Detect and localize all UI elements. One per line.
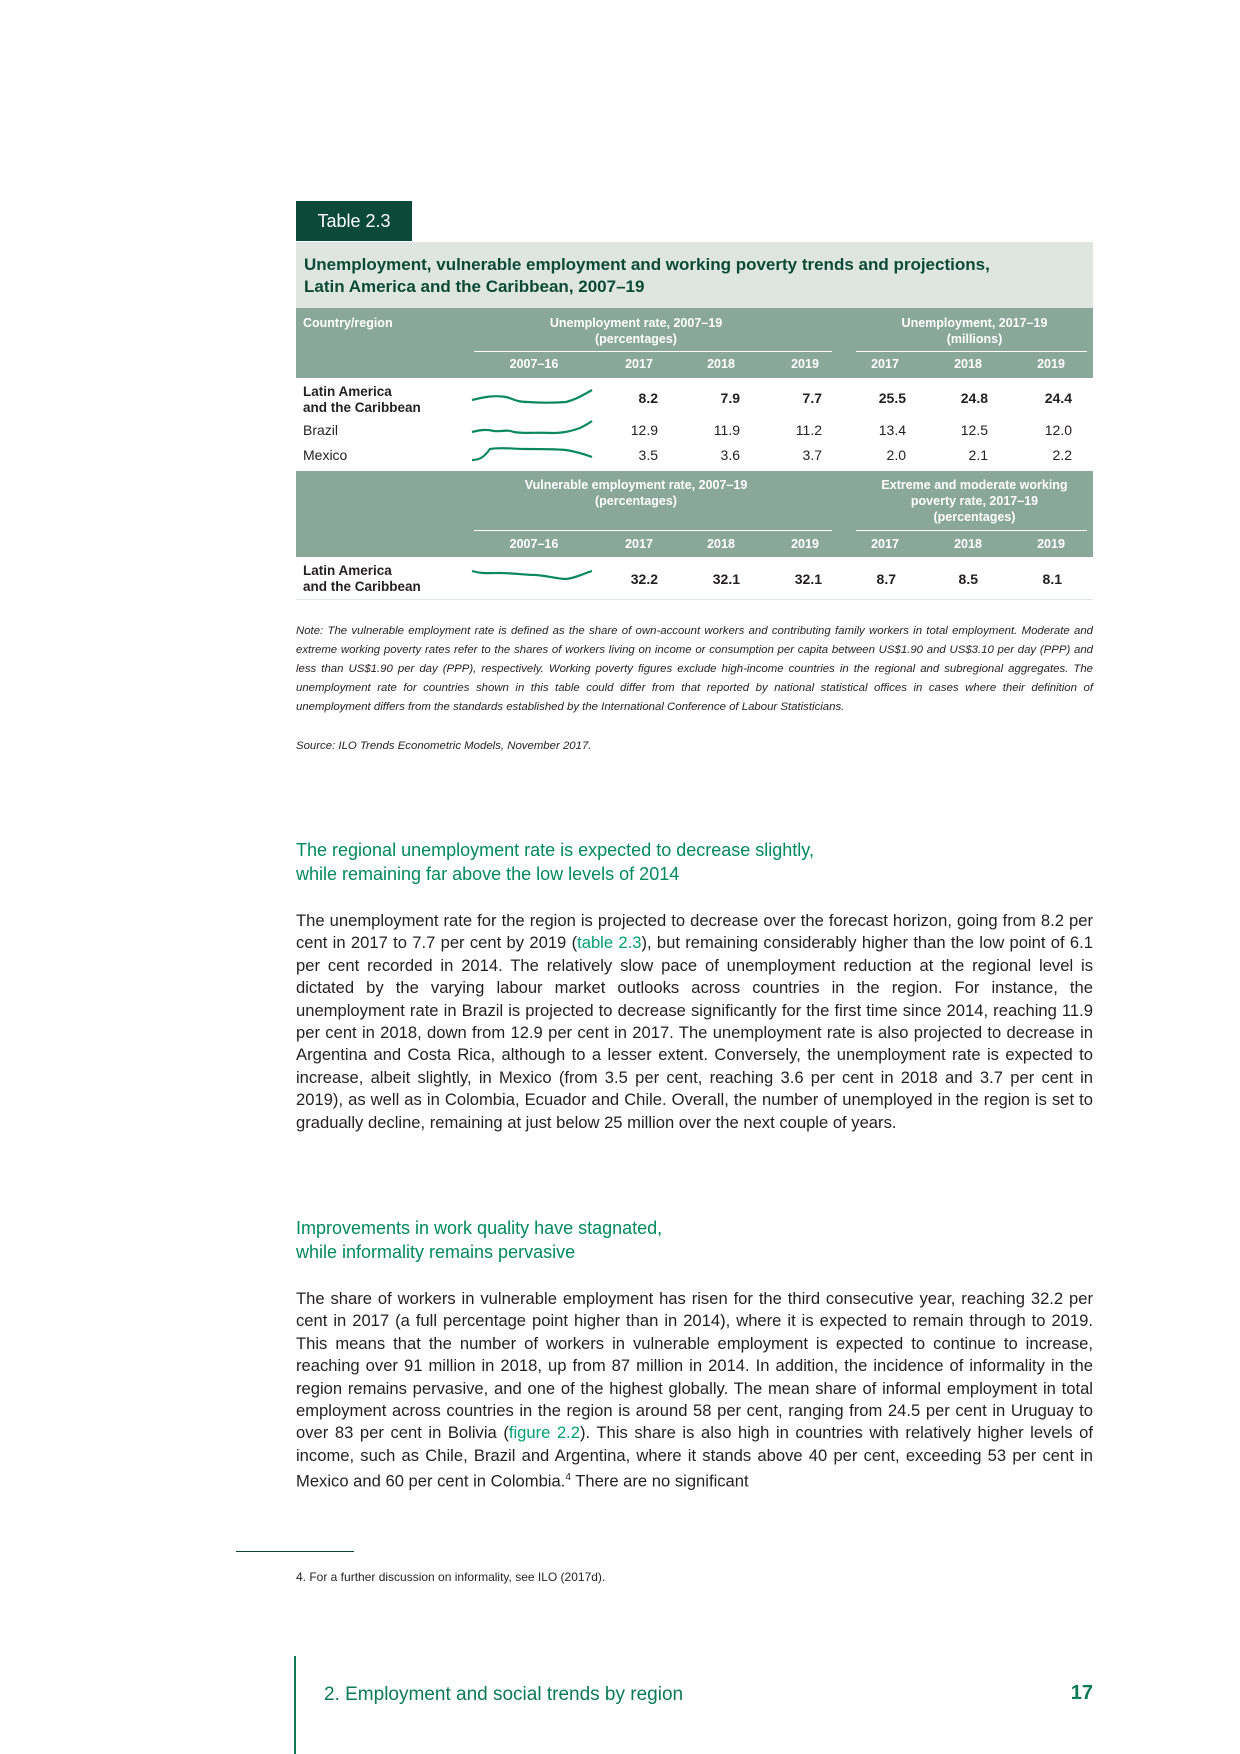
paragraph-text: There are no significant [570, 1471, 749, 1491]
table-note: Note: The vulnerable employment rate is defined as the share of own-account workers and contributing family workers in total employment. Moderate and extreme working poverty rates refer to the shares of workers living on income or consumption per capita between US$1.90 and US$3.10 per day (PPP) and less than US$1.90 per day (PPP), respectively. Working poverty figures exclude high-income countries in the regional and subregional aggregates. The unemployment rate for countries shown in this table could differ from that reported by national statistical offices in cases where their definition of unemployment differs from the standards established by the International Conference of Labour Statisticians. [296, 625, 1093, 713]
cell-value: 8.5 [958, 571, 978, 587]
table-row [296, 443, 1093, 471]
table-tag: Table 2.3 [296, 201, 412, 241]
year-col-1: 2007–16 [509, 537, 559, 551]
paragraph-text: The share of workers in vulnerable employment has risen for the third consecutive year, reaching 32.2 per cent in 2017 (a full percentage point higher than in 2014), where it is expected to remain through to 2019. This means that the number of workers in vulnerable employment is expected to continue to increase, reaching over 91 million in 2018, up from 87 million in 2014. In addition, the incidence of informality in the region remains pervasive, and one of the highest globally. The mean share of informal employment in total employment across countries in the region is around 58 per cent, ranging from 24.5 per cent in Uruguay to over 83 per cent in Bolivia ( [296, 1289, 1093, 1443]
cell-value: 3.6 [720, 447, 740, 463]
row-label [303, 563, 421, 595]
year-col-2: 2017 [625, 537, 653, 551]
cell-value: 12.5 [960, 422, 988, 438]
row-label-line1: Latin America [303, 563, 392, 578]
cell-value: 7.9 [720, 390, 740, 406]
table-title [296, 242, 1093, 308]
table-row [296, 418, 1093, 443]
row-label-line2: and the Caribbean [303, 400, 421, 415]
cell-value: 12.0 [1044, 422, 1072, 438]
group4-line1: Extreme and moderate working [881, 478, 1068, 492]
row-label-line2: and the Caribbean [303, 579, 421, 594]
table-source: Source: ILO Trends Econometric Models, November 2017. [296, 740, 592, 752]
cell-value: 2.1 [968, 447, 988, 463]
year-col-5: 2017 [871, 537, 899, 551]
cell-value: 12.9 [630, 422, 658, 438]
paragraph-2 [296, 1288, 1093, 1493]
year-col-2: 2017 [625, 357, 653, 371]
table-title-line1: Unemployment, vulnerable employment and working poverty trends and projections, [304, 255, 990, 274]
paragraph-text: ), but remaining considerably higher than the low point of 6.1 per cent recorded in 2014. The relatively slow pace of unemployment reduction at the regional level is dictated by the varying labour market outlooks across countries in the region. For instance, the unemployment rate in Brazil is projected to decrease significantly for the first time since 2014, reaching 11.9 per cent in 2018, down from 12.9 per cent in 2017. The unemployment rate is also projected to decrease in Argentina and Costa Rica, although to a lesser extent. Conversely, the unemployment rate is expected to increase, albeit slightly, in Mexico (from 3.5 per cent, reaching 3.6 per cent in 2018 and 3.7 per cent in 2019), as well as in Colombia, Ecuador and Chile. Overall, the number of unemployed in the region is set to gradually decline, remaining at just below 25 million over the next couple of years. [296, 933, 1093, 1132]
cell-value: 25.5 [878, 390, 906, 406]
page-number: 17 [1070, 1682, 1093, 1704]
group-header-unemployment-rate [476, 315, 796, 347]
group-header-poverty [856, 477, 1093, 525]
cell-value: 24.4 [1044, 390, 1072, 406]
cell-value: 11.9 [713, 422, 740, 438]
cell-value: 8.1 [1042, 571, 1062, 587]
header-rule-right [856, 351, 1087, 352]
cell-value: 2.2 [1052, 447, 1072, 463]
cell-value: 13.4 [878, 422, 906, 438]
year-col-7: 2019 [1037, 357, 1065, 371]
footnote-divider [236, 1551, 354, 1552]
header-rule-left [474, 351, 832, 352]
cell-value: 3.5 [638, 447, 658, 463]
table-header-top [296, 308, 1093, 378]
group4-line2: poverty rate, 2017–19 [910, 494, 1039, 508]
paragraph-text: The unemployment rate for the region is projected to decrease over the forecast horizon, going from 8.2 per cent in 2017 to 7.7 per cent by 2019 ( [296, 911, 1093, 953]
group4-line3: (percentages) [933, 510, 1016, 524]
group3-line2: (percentages) [595, 494, 677, 508]
heading-line2: while informality remains pervasive [296, 1242, 576, 1262]
sparkline-vulnerable-lac [470, 563, 594, 587]
sparkline-unemployment-mexico [470, 443, 594, 465]
group1-line1: Unemployment rate, 2007–19 [549, 316, 723, 330]
figure-link[interactable]: figure 2.2 [508, 1423, 581, 1443]
header-rule-right [856, 530, 1087, 531]
group3-line1: Vulnerable employment rate, 2007–19 [524, 478, 748, 492]
row-label: Mexico [303, 447, 348, 463]
footer-bar [294, 1656, 296, 1754]
section-heading-1 [296, 838, 1093, 886]
year-col-1: 2007–16 [509, 357, 559, 371]
year-col-3: 2018 [707, 357, 735, 371]
cell-value: 8.7 [876, 571, 896, 587]
header-rule-left [474, 530, 832, 531]
heading-line2: while remaining far above the low levels of 2014 [296, 864, 680, 884]
footnote: 4. For a further discussion on informality, see ILO (2017d). [296, 1570, 606, 1584]
table-title-line2: Latin America and the Caribbean, 2007–19 [304, 277, 645, 296]
cell-value: 7.7 [802, 390, 822, 406]
year-col-3: 2018 [707, 537, 735, 551]
cell-value: 32.2 [630, 571, 658, 587]
heading-line1: Improvements in work quality have stagnated, [296, 1218, 663, 1238]
data-table [296, 242, 1093, 600]
cell-value: 11.2 [795, 422, 822, 438]
cell-value: 3.7 [802, 447, 822, 463]
year-col-4: 2019 [791, 537, 819, 551]
footnote-marker[interactable]: 4 [565, 1472, 571, 1484]
paragraph-text: ). This share is also high in countries with relatively higher levels of income, such as Chile, Brazil and Argentina, where it stands above 40 per cent, exceeding 53 per cent in Mexico and 60 per cent in Colombia. [296, 1423, 1094, 1491]
row-label [303, 384, 421, 416]
sparkline-unemployment-brazil [470, 418, 594, 440]
year-col-4: 2019 [791, 357, 819, 371]
table-header-bottom [296, 471, 1093, 557]
cell-value: 32.1 [712, 571, 740, 587]
year-col-7: 2019 [1037, 537, 1065, 551]
cell-value: 24.8 [960, 390, 988, 406]
table-row [296, 378, 1093, 418]
group1-line2: (percentages) [595, 332, 677, 346]
sparkline-unemployment-lac [470, 384, 594, 408]
group2-line1: Unemployment, 2017–19 [901, 316, 1048, 330]
year-col-6: 2018 [954, 537, 982, 551]
group-header-unemployment-millions [856, 315, 1093, 347]
table-row [296, 557, 1093, 600]
year-col-6: 2018 [954, 357, 982, 371]
section-heading-2 [296, 1216, 1093, 1264]
row-label: Brazil [303, 422, 339, 438]
cell-value: 32.1 [794, 571, 822, 587]
row-label-line1: Latin America [303, 384, 392, 399]
cell-value: 2.0 [886, 447, 906, 463]
running-footer-chapter: 2. Employment and social trends by region [324, 1684, 684, 1705]
group-header-vulnerable [476, 477, 796, 509]
group2-line2: (millions) [946, 332, 1003, 346]
table-link[interactable]: table 2.3 [577, 933, 642, 953]
country-header: Country/region [303, 316, 393, 330]
paragraph-1 [296, 910, 1093, 1134]
heading-line1: The regional unemployment rate is expected to decrease slightly, [296, 840, 814, 860]
cell-value: 8.2 [638, 390, 658, 406]
year-col-5: 2017 [871, 357, 899, 371]
